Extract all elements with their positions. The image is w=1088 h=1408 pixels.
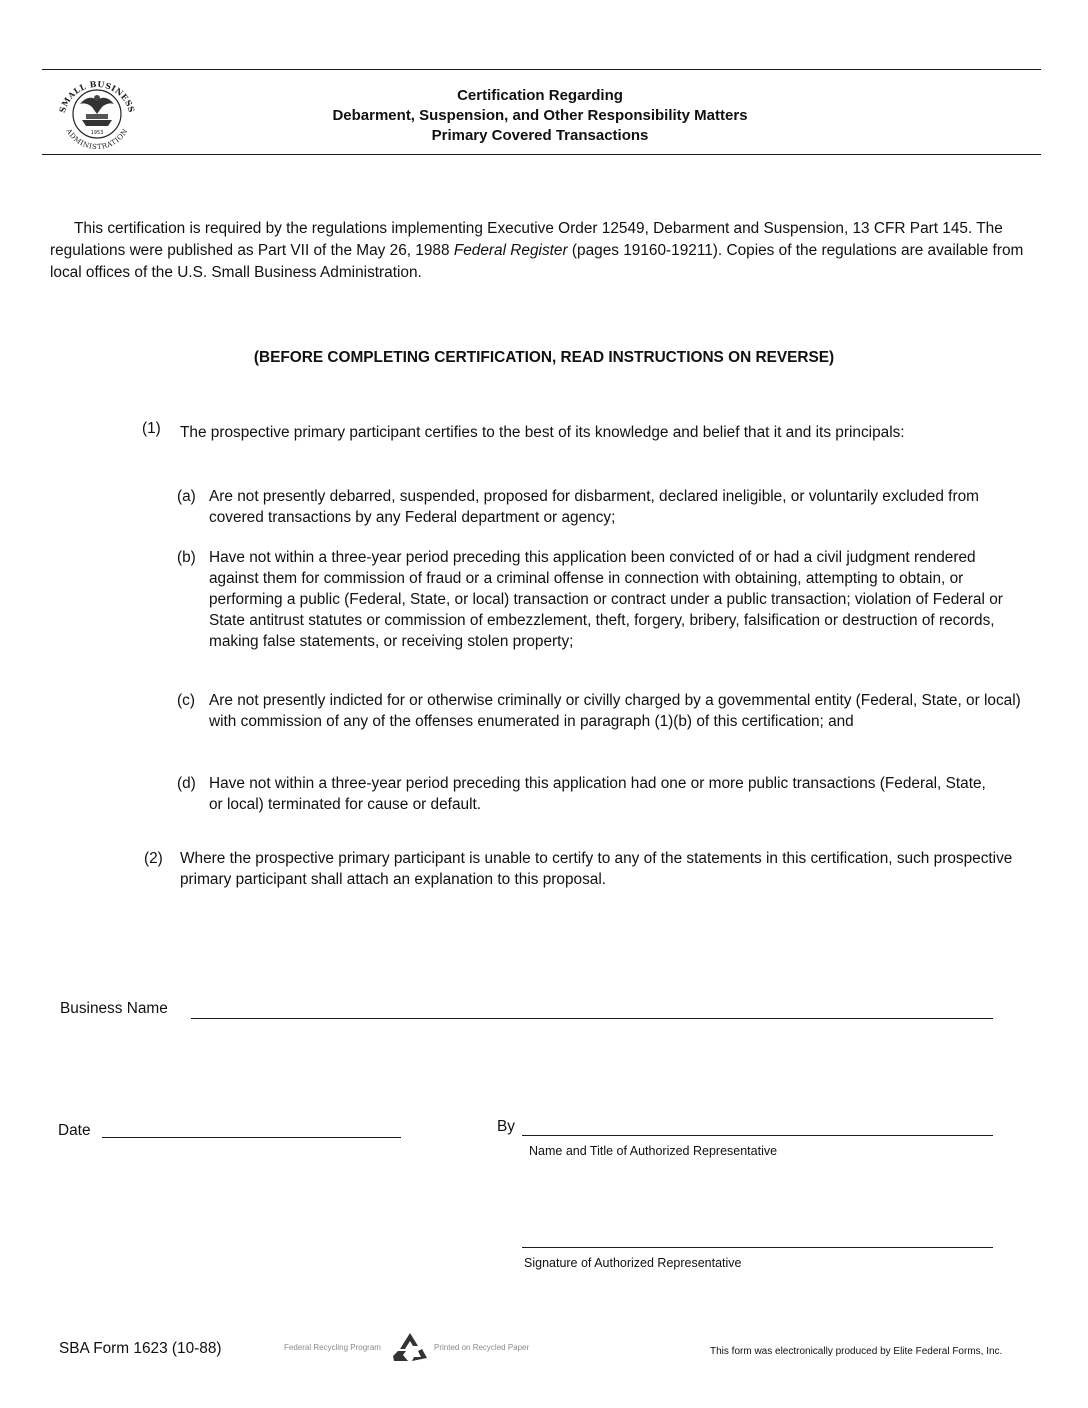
business-name-label: Business Name: [60, 1000, 168, 1017]
title-line-2: Debarment, Suspension, and Other Responsibility Matters: [332, 107, 748, 124]
seal-text-top: SMALL BUSINESS: [56, 78, 138, 114]
name-title-field[interactable]: [522, 1135, 993, 1136]
business-name-field[interactable]: [191, 1018, 993, 1019]
seal-year: 1953: [90, 130, 104, 136]
signature-caption: Signature of Authorized Representative: [524, 1256, 742, 1270]
item-2-text: Where the prospective primary participant is unable to certify to any of the statements in this certification, such prospective primary participant shall attach an explanation to this proposal.: [180, 850, 1013, 888]
sba-seal-logo: [50, 74, 144, 152]
recycling-program-text: Federal Recycling Program: [284, 1343, 381, 1352]
form-title: [170, 86, 910, 146]
recycle-icon: [390, 1330, 430, 1364]
title-line-1: Certification Regarding: [457, 87, 623, 104]
item-2-number: (2): [144, 850, 163, 867]
recycled-paper-text: Printed on Recycled Paper: [434, 1343, 530, 1352]
form-number: SBA Form 1623 (10-88): [59, 1340, 222, 1357]
name-title-caption: Name and Title of Authorized Representative: [529, 1144, 778, 1158]
item-1-text: The prospective primary participant certifies to the best of its knowledge and belief that it and its principals:: [180, 424, 905, 441]
item-b-label: (b): [177, 549, 196, 566]
signature-field[interactable]: [522, 1247, 993, 1248]
intro-paragraph: [50, 218, 1040, 284]
date-label: Date: [58, 1122, 91, 1139]
intro-text-part1: This certification is required by the regulations implementing Executive Order 12549, Debarment and Suspension, 13 CFR Part 145. The regulations were published as Part VII of the May 26, 1988: [50, 220, 1003, 259]
item-b-text: Have not within a three-year period preceding this application been convicted of or had a civil judgment rendered against them for commission of fraud or a criminal offense in connection with obtaining, attempting to obtain, or performing a public (Federal, State, or local) transaction or contract under a public transaction; violation of Federal or State antitrust statutes or commission of embezzlement, theft, forgery, bribery, falsification or destruction of records, making false statements, or receiving stolen property;: [209, 549, 1003, 650]
item-d-label: (d): [177, 775, 196, 792]
by-label: By: [497, 1118, 515, 1135]
seal-text-bottom: ADMINISTRATION: [64, 127, 130, 152]
item-c-text: Are not presently indicted for or otherwise criminally or civilly charged by a govemmental entity (Federal, State, or local) with commission of any of the offenses enumerated in paragraph (1)(b) of this certification; and: [209, 692, 1021, 730]
item-1-number: (1): [142, 420, 161, 437]
header-top-rule: [42, 69, 1041, 70]
title-line-3: Primary Covered Transactions: [431, 127, 649, 144]
item-d-text: Have not within a three-year period preceding this application had one or more public transactions (Federal, State, or local) terminated for cause or default.: [209, 775, 986, 813]
header-bottom-rule: [42, 154, 1041, 155]
intro-text-part2: (pages 19160-19211). Copies of the regulations are available from local offices of the U.S. Small Business Administration.: [50, 242, 1024, 281]
item-a-text: Are not presently debarred, suspended, proposed for disbarment, declared ineligible, or voluntarily excluded from covered transactions by any Federal department or agency;: [209, 488, 979, 526]
federal-register-italic: Federal Register: [453, 242, 568, 259]
date-field[interactable]: [102, 1137, 401, 1138]
instructions-notice: (BEFORE COMPLETING CERTIFICATION, READ INSTRUCTIONS ON REVERSE): [253, 349, 835, 366]
item-c-label: (c): [177, 692, 195, 709]
item-a-label: (a): [177, 488, 196, 505]
producer-note: This form was electronically produced by Elite Federal Forms, Inc.: [710, 1346, 1003, 1357]
